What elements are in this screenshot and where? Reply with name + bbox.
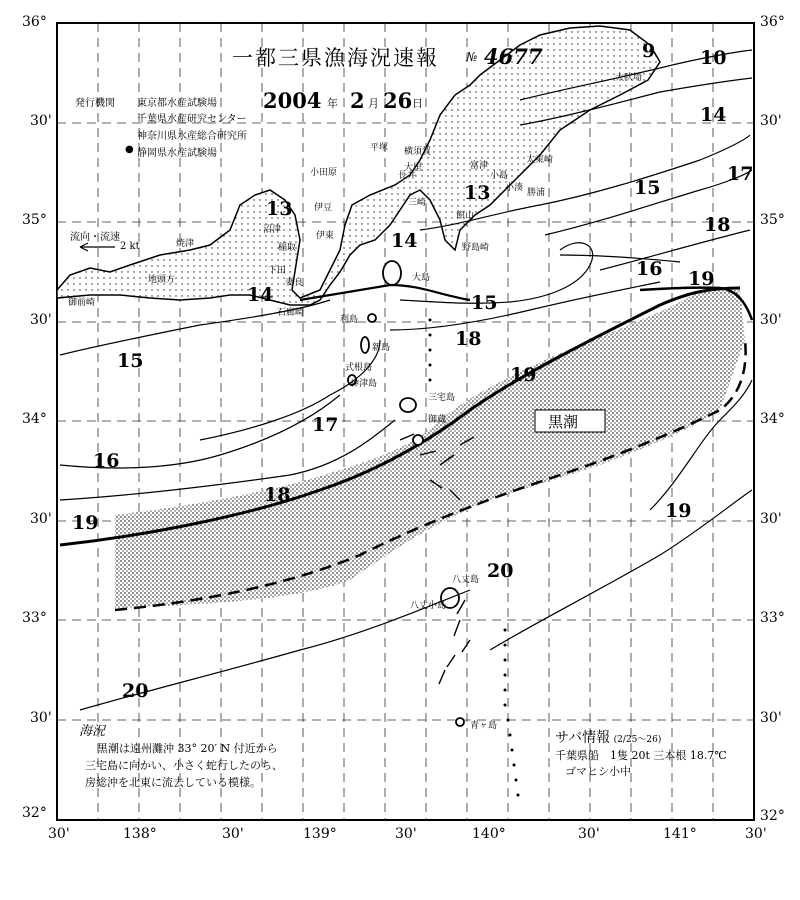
lat-label-left-5: 30': [30, 511, 52, 527]
lat-label-right-5: 30': [760, 511, 782, 527]
niijima-island: [361, 337, 369, 353]
mikurajima-island: [413, 435, 423, 445]
fishing-line2: ゴマヒシ小中: [565, 765, 631, 778]
lon-label-7: 141°: [663, 826, 697, 842]
aogashima-island: [456, 718, 464, 726]
lat-label-left-8: 32°: [22, 805, 47, 821]
lon-label-0: 30': [48, 826, 70, 842]
place-miyakejima: 三宅島: [428, 393, 456, 403]
place-shimoda: 下田: [268, 266, 287, 276]
lat-label-left-4: 34°: [22, 411, 47, 427]
isotherm-label-14a: 14: [247, 284, 274, 306]
lat-label-left-0: 36°: [22, 14, 47, 30]
station-line-140: [504, 629, 520, 797]
date-month-unit: 月: [368, 97, 379, 110]
page-title: 一都三県漁海況速報: [232, 46, 439, 70]
current-legend-arrow: [80, 243, 115, 251]
isotherm-17: [200, 340, 380, 440]
isotherm-label-15c: 15: [634, 177, 661, 199]
toshima-island: [368, 314, 376, 322]
place-oigawa: 御前崎: [68, 298, 96, 308]
lon-label-2: 30': [222, 826, 244, 842]
lon-label-5: 140°: [472, 826, 506, 842]
isotherm-label-16b: 16: [636, 258, 663, 280]
isotherm-label-10: 10: [700, 47, 727, 69]
sea-condition-line3: 房総沖を北東に流去している模様。: [85, 776, 261, 789]
place-oshima: 大島: [412, 273, 431, 283]
place-mera: 妻良: [285, 278, 304, 288]
place-taitozaki: 太東崎: [526, 155, 554, 165]
sea-condition-heading: 海況: [79, 724, 106, 739]
lon-label-1: 138°: [123, 826, 157, 842]
oshima-island: [383, 261, 401, 285]
lat-label-left-3: 30': [30, 312, 52, 328]
sea-condition-line2: 三宅島に向かい、小さく蛇行したのち、: [85, 759, 283, 772]
issuer-org-4-marker: ●: [125, 144, 134, 155]
fishing-period: (2/25〜26): [613, 735, 662, 745]
isotherm-label-17b: 17: [727, 163, 754, 185]
place-irozaki: 石廊崎: [277, 308, 305, 318]
lat-label-right-7: 30': [760, 710, 782, 726]
date-year-unit: 年: [327, 97, 338, 110]
isotherm-label-13b: 13: [464, 182, 491, 204]
place-aogashima: 青ヶ島: [470, 721, 498, 731]
isotherm-label-19a: 19: [72, 512, 99, 534]
lat-label-right-6: 33°: [760, 610, 785, 626]
kuroshio-label: 黒潮: [548, 413, 579, 431]
lat-label-right-8: 32°: [760, 808, 785, 824]
place-kobayashi: 小島: [490, 171, 509, 181]
place-hachijojima: 八丈島: [452, 575, 480, 585]
place-jizokata: 地頭方: [148, 275, 176, 285]
place-izu: 伊豆: [314, 203, 333, 213]
place-mikurajima: 御蔵: [428, 415, 447, 425]
lat-label-left-1: 30': [30, 113, 52, 129]
sea-condition-box: [73, 723, 343, 791]
fishing-line1: 千葉県船 1隻 20t 三本根 18.7℃: [555, 749, 727, 762]
place-katsuura: 勝浦: [527, 188, 546, 198]
place-numazu: 沼津: [263, 225, 282, 235]
isotherm-label-18b: 18: [455, 328, 482, 350]
place-kozushima: 神津島: [350, 379, 378, 389]
place-kohara: 小湊: [505, 183, 524, 193]
sea-condition-line1: 黒潮は遠州灘沖 33° 20′ N 付近から: [97, 742, 278, 755]
lat-label-right-2: 35°: [760, 212, 785, 228]
isotherm-label-18c: 18: [704, 214, 731, 236]
current-legend-line1: 流向・流速: [70, 232, 120, 243]
issuer-label: 発行機関: [75, 98, 115, 109]
lat-label-right-3: 30': [760, 312, 782, 328]
isotherm-label-20a: 20: [487, 560, 514, 582]
issuer-org-3: 神奈川県水産総合研究所: [137, 131, 247, 142]
lon-label-3: 139°: [303, 826, 337, 842]
isotherm-label-19d: 19: [665, 500, 692, 522]
lat-label-left-2: 35°: [22, 212, 47, 228]
isotherm-label-18a: 18: [264, 484, 291, 506]
place-oboubasaki: 大吠埼: [615, 73, 643, 83]
place-chojagasaki: 長井: [398, 171, 417, 181]
fishing-heading: サバ情報: [555, 730, 611, 746]
isotherm-label-16a: 16: [93, 450, 120, 472]
date-day: 26: [383, 88, 413, 113]
place-hachijo-kojima: 八丈小島: [410, 601, 447, 611]
lat-label-right-4: 34°: [760, 411, 785, 427]
isotherm-label-15b: 15: [471, 292, 498, 314]
isotherm-label-9: 9: [642, 40, 656, 62]
isotherm-18-east: [390, 282, 660, 330]
place-toshima: 利島: [340, 315, 359, 325]
place-futtsu: 富津: [470, 161, 489, 171]
place-nojimazaki: 野島崎: [462, 243, 490, 253]
issuer-org-1: 東京都水産試験場: [137, 98, 217, 109]
lat-label-left-7: 30': [30, 710, 52, 726]
place-yokosuka: 横須賀: [404, 147, 432, 157]
lon-label-8: 30': [745, 826, 767, 842]
lat-label-left-6: 33°: [22, 610, 47, 626]
lon-label-4: 30': [395, 826, 417, 842]
current-legend-line2: 2 kt: [120, 241, 140, 252]
place-shikinejima: 式根島: [345, 363, 373, 373]
isotherm-label-14b: 14: [391, 230, 418, 252]
issuer-org-2: 千葉県水産研究センター: [137, 114, 247, 125]
isotherm-label-17a: 17: [312, 414, 339, 436]
isotherm-label-19b: 19: [510, 364, 537, 386]
isotherm-label-13a: 13: [266, 198, 293, 220]
place-ito: 伊東: [316, 231, 335, 241]
issuer-org-4: 静岡県水産試験場: [137, 148, 217, 159]
place-odawara: 小田原: [310, 168, 338, 178]
isotherm-label-14c: 14: [700, 104, 727, 126]
lon-label-6: 30': [578, 826, 600, 842]
miyakejima-island: [400, 398, 416, 412]
issue-prefix: №: [466, 50, 478, 64]
place-hiratsuka: 平塚: [370, 143, 389, 153]
place-niijima: 新島: [372, 343, 391, 353]
place-yaizu: 焼津: [176, 239, 195, 249]
lat-label-right-1: 30': [760, 113, 782, 129]
date-month: 2: [350, 88, 365, 113]
place-inatori: 稲取: [278, 243, 297, 253]
isotherm-label-19c: 19: [688, 268, 715, 290]
place-tojima: 大里: [404, 163, 423, 173]
issue-number: 4677: [484, 44, 543, 69]
date-year: 2004: [263, 88, 322, 113]
isotherm-18-far: [600, 230, 750, 270]
place-tateyama: 館山: [456, 211, 475, 221]
date-day-unit: 日: [412, 97, 423, 110]
place-misaki: 三崎: [408, 198, 427, 208]
isotherm-label-15a: 15: [117, 350, 144, 372]
isotherm-label-20b: 20: [122, 680, 149, 702]
fishing-info-box: [555, 730, 755, 780]
lat-label-right-0: 36°: [760, 14, 785, 30]
